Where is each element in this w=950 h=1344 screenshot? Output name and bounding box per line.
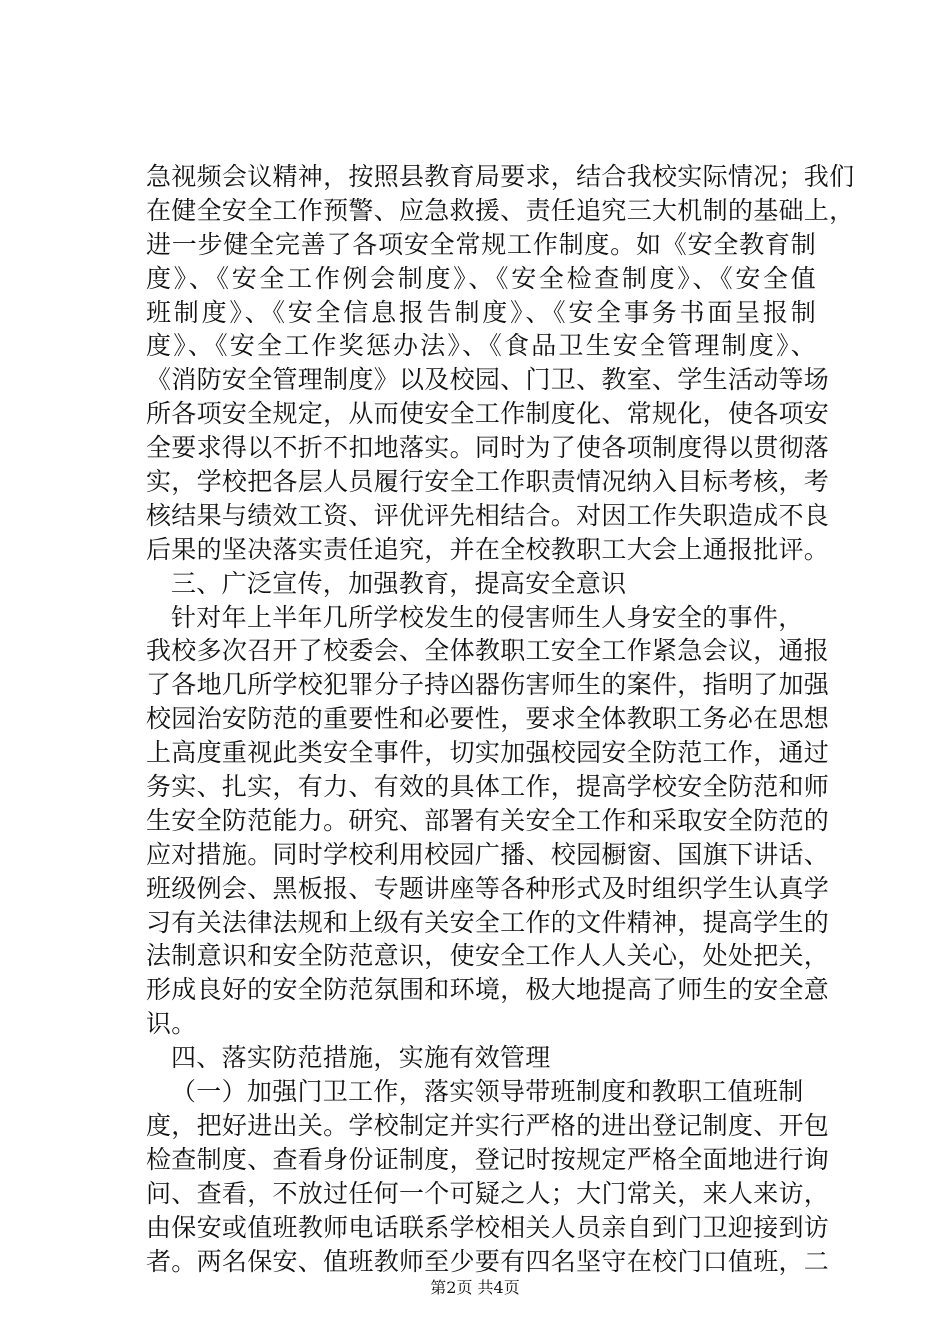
text-line: 形成良好的安全防范氛围和环境，极大地提高了师生的安全意 [146,975,830,1005]
text-line: 识。 [146,1009,197,1039]
text-line: 校园治安防范的重要性和必要性，要求全体教职工务必在思想 [146,704,830,734]
text-line: 班级例会、黑板报、专题讲座等各种形式及时组织学生认真学 [146,873,830,903]
text-line: 四、落实防范措施，实施有效管理 [171,1043,551,1073]
text-line: 习有关法律法规和上级有关安全工作的文件精神，提高学生的 [146,907,830,937]
text-line: 生安全防范能力。研究、部署有关安全工作和采取安全防范的 [146,805,830,835]
text-line: 度，把好进出关。学校制定并实行严格的进出登记制度、开包 [146,1110,830,1140]
text-line: 全要求得以不折不扣地落实。同时为了使各项制度得以贯彻落 [146,433,830,463]
text-line: 检查制度、查看身份证制度，登记时按规定严格全面地进行询 [146,1144,830,1174]
text-line: 由保安或值班教师电话联系学校相关人员亲自到门卫迎接到访 [146,1212,830,1242]
text-line: 急视频会议精神，按照县教育局要求，结合我校实际情况；我们 [146,162,855,191]
text-line: 后果的坚决落实责任追究，并在全校教职工大会上通报批评。 [146,534,830,564]
text-line: 者。两名保安、值班教师至少要有四名坚守在校门口值班，二 [146,1246,830,1276]
text-line: 上高度重视此类安全事件，切实加强校园安全防范工作，通过 [146,738,830,768]
text-line: 三、广泛宣传，加强教育，提高安全意识 [171,568,627,598]
text-line: 班制度》、《安全信息报告制度》、《安全事务书面呈报制 [146,297,816,327]
text-line: 问、查看，不放过任何一个可疑之人；大门常关，来人来访， [146,1178,830,1208]
text-line: 我校多次召开了校委会、全体教职工安全工作紧急会议，通报 [146,636,830,666]
text-line: 所各项安全规定，从而使安全工作制度化、常规化，使各项安 [146,399,830,429]
text-line: 法制意识和安全防范意识，使安全工作人人关心，处处把关， [146,941,830,971]
page-number-footer: 第2页 共4页 [430,1278,520,1297]
text-line: 实，学校把各层人员履行安全工作职责情况纳入目标考核，考 [146,467,830,497]
document-body [146,160,855,1278]
text-line: 度》、《安全工作例会制度》、《安全检查制度》、《安全值 [146,263,816,293]
text-line: 了各地几所学校犯罪分子持凶器伤害师生的案件，指明了加强 [146,670,830,700]
text-line: 进一步健全完善了各项安全常规工作制度。如《安全教育制 [146,229,816,259]
text-line: 针对年上半年几所学校发生的侵害师生人身安全的事件， [171,602,804,632]
text-line: 应对措施。同时学校利用校园广播、校园橱窗、国旗下讲话、 [146,839,830,869]
text-line: 核结果与绩效工资、评优评先相结合。对因工作失职造成不良 [146,500,830,530]
text-line: 度》、《安全工作奖惩办法》、《食品卫生安全管理制度》、 [146,331,816,361]
text-line: 《消防安全管理制度》以及校园、门卫、教室、学生活动等场 [146,365,830,395]
text-line: （一）加强门卫工作，落实领导带班制度和教职工值班制 [171,1077,804,1107]
text-line: 在健全安全工作预警、应急救援、责任追究三大机制的基础上， [146,195,855,225]
text-line: 务实、扎实，有力、有效的具体工作，提高学校安全防范和师 [146,772,830,802]
